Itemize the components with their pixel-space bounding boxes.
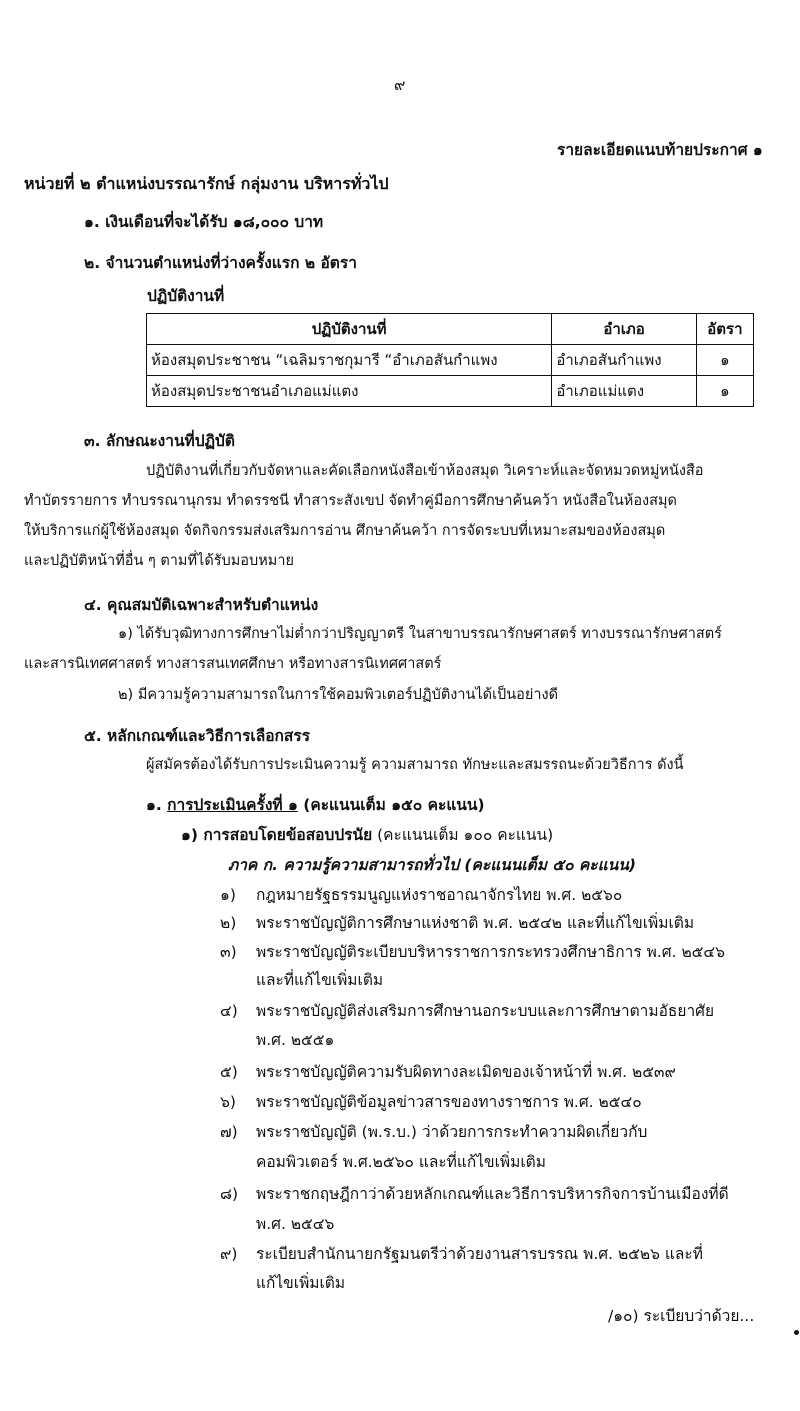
job-description-line: ทำบัตรรายการ ทำบรรณานุกรม ทำดรรชนี ทำสาระสังเขป จัดทำคู่มือการศึกษาค้นคว้า หนังสือในห้องสมุด (24, 493, 677, 509)
attachment-header: รายละเอียดแนบท้ายประกาศ ๑ (557, 141, 763, 159)
exam-label: ๑) การสอบโดยข้อสอบปรนัย (181, 826, 373, 844)
cell-workplace: ห้องสมุดประชาชนอำเภอแม่แตง (147, 376, 552, 407)
law-item-number: ๑) (220, 886, 236, 904)
law-item-number: ๙) (220, 1245, 238, 1263)
job-description-line: ให้บริการแก่ผู้ใช้ห้องสมุด จัดกิจกรรมส่งเสริมการอ่าน ศึกษาค้นคว้า การจัดระบบที่เหมาะสมของห้องสมุด (24, 523, 666, 539)
vacancy-line: ๒. จำนวนตำแหน่งที่ว่างครั้งแรก ๒ อัตรา (84, 254, 357, 272)
cell-count: ๑ (696, 376, 753, 407)
job-description-line: และปฏิบัติหน้าที่อื่น ๆ ตามที่ได้รับมอบหมาย (24, 553, 294, 569)
workplace-label: ปฏิบัติงานที่ (147, 287, 225, 305)
law-item-number: ๗) (220, 1123, 238, 1141)
header-count: อัตรา (696, 314, 753, 345)
selection-intro: ผู้สมัครต้องได้รับการประเมินความรู้ ความสามารถ ทักษะและสมรรถนะด้วยวิธีการ ดังนี้ (146, 757, 684, 773)
header-workplace: ปฏิบัติงานที่ (147, 314, 552, 345)
law-item-text: พระราชบัญญัติส่งเสริมการศึกษานอกระบบและการศึกษาตามอัธยาศัย (256, 1002, 715, 1020)
exam-heading (181, 822, 553, 847)
law-item-text: คอมพิวเตอร์ พ.ศ.๒๕๖๐ และที่แก้ไขเพิ่มเติม (256, 1153, 546, 1171)
part-a-heading: ภาค ก. ความรู้ความสามารถทั่วไป (คะแนนเต็ม ๕๐ คะแนน) (228, 856, 636, 874)
exam-score: (คะแนนเต็ม ๑๐๐ คะแนน) (372, 826, 554, 844)
law-item-text: และที่แก้ไขเพิ่มเติม (256, 971, 384, 989)
table-row (147, 345, 754, 376)
qualification-line: และสารนิเทศศาสตร์ ทางสารสนเทศศึกษา หรือทางสารนิเทศศาสตร์ (24, 656, 442, 672)
law-item-text: พ.ศ. ๒๕๔๖ (256, 1215, 335, 1233)
round-one-label: การประเมินครั้งที่ ๑ (167, 796, 298, 814)
round-one-prefix: ๑. (146, 796, 168, 814)
law-item-text: พระราชบัญญัติความรับผิดทางละเมิดของเจ้าหน้าที่ พ.ศ. ๒๕๓๙ (256, 1063, 676, 1081)
selection-criteria-title: ๕. หลักเกณฑ์และวิธีการเลือกสรร (84, 727, 311, 745)
law-item-number: ๕) (220, 1063, 238, 1081)
cell-count: ๑ (696, 345, 753, 376)
scan-speck (794, 1330, 799, 1335)
law-item-text: พระราชบัญญัติ (พ.ร.บ.) ว่าด้วยการกระทำความผิดเกี่ยวกับ (256, 1123, 648, 1141)
law-item-text: พระราชบัญญัติข้อมูลข่าวสารของทางราชการ พ.ศ. ๒๕๔๐ (256, 1093, 642, 1111)
law-item-text: ระเบียบสำนักนายกรัฐมนตรีว่าด้วยงานสารบรรณ พ.ศ. ๒๕๒๖ และที่ (256, 1245, 703, 1263)
table-row (147, 376, 754, 407)
law-item-text: กฎหมายรัฐธรรมนูญแห่งราชอาณาจักรไทย พ.ศ. ๒๕๖๐ (256, 886, 623, 904)
job-description-line: ปฏิบัติงานที่เกี่ยวกับจัดหาและคัดเลือกหนังสือเข้าห้องสมุด วิเคราะห์และจัดหมวดหมู่หนังสือ (146, 463, 704, 479)
qualification-line: ๒) มีความรู้ความสามารถในการใช้คอมพิวเตอร์ปฏิบัติงานได้เป็นอย่างดี (118, 687, 558, 703)
round-one-heading (146, 792, 485, 817)
cell-district: อำเภอแม่แตง (552, 376, 696, 407)
cell-workplace: ห้องสมุดประชาชน “เฉลิมราชกุมารี “อำเภอสันกำแพง (147, 345, 552, 376)
table-header-row (147, 314, 754, 345)
law-item-number: ๒) (220, 914, 237, 932)
qualifications-title: ๔. คุณสมบัติเฉพาะสำหรับตำแหน่ง (84, 596, 319, 614)
law-item-number: ๘) (220, 1185, 239, 1203)
law-item-text: พ.ศ. ๒๕๕๑ (256, 1031, 335, 1049)
unit-title: หน่วยที่ ๒ ตำแหน่งบรรณารักษ์ กลุ่มงาน บริหารทั่วไป (24, 174, 389, 193)
qualification-line: ๑) ได้รับวุฒิทางการศึกษาไม่ต่ำกว่าปริญญาตรี ในสาขาบรรณารักษศาสตร์ ทางบรรณารักษศาสตร์ (118, 626, 722, 642)
law-item-text: แก้ไขเพิ่มเติม (256, 1274, 346, 1292)
continuation-note: /๑๐) ระเบียบว่าด้วย... (608, 1307, 755, 1325)
law-item-number: ๓) (220, 943, 237, 961)
law-item-text: พระราชบัญญัติการศึกษาแห่งชาติ พ.ศ. ๒๕๔๒ และที่แก้ไขเพิ่มเติม (256, 914, 695, 932)
workplace-table (146, 313, 754, 407)
page-number: ๙ (394, 76, 406, 94)
law-item-text: พระราชกฤษฎีกาว่าด้วยหลักเกณฑ์และวิธีการบริหารกิจการบ้านเมืองที่ดี (256, 1185, 729, 1203)
job-description-title: ๓. ลักษณะงานที่ปฏิบัติ (84, 432, 235, 450)
round-one-score: (คะแนนเต็ม ๑๕๐ คะแนน) (297, 796, 485, 814)
header-district: อำเภอ (552, 314, 696, 345)
salary-line: ๑. เงินเดือนที่จะได้รับ ๑๘,๐๐๐ บาท (84, 213, 324, 231)
law-item-number: ๔) (220, 1002, 238, 1020)
law-item-text: พระราชบัญญัติระเบียบบริหารราชการกระทรวงศึกษาธิการ พ.ศ. ๒๕๔๖ (256, 943, 725, 961)
law-item-number: ๖) (220, 1093, 236, 1111)
cell-district: อำเภอสันกำแพง (552, 345, 696, 376)
